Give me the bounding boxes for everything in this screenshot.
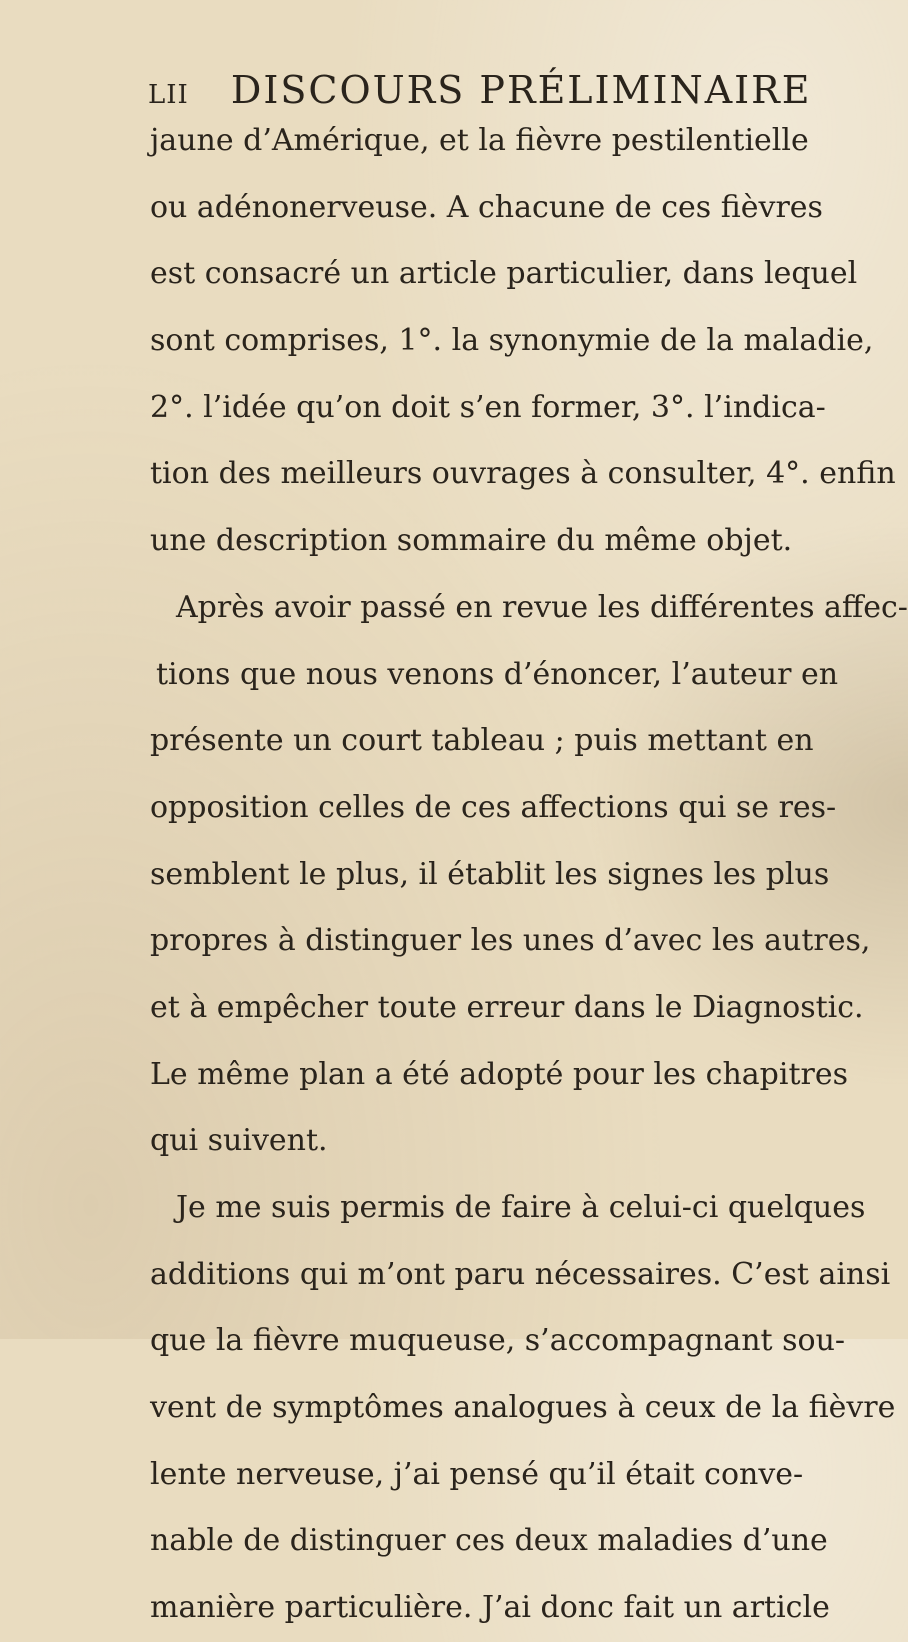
- text-line: tions que nous venons d’énoncer, l’auteur en: [156, 656, 839, 692]
- text-line: une description sommaire du même objet.: [150, 523, 793, 559]
- text-line: et à empêcher toute erreur dans le Diagnostic.: [150, 989, 864, 1025]
- page-number: LII: [148, 80, 189, 110]
- text-line: additions qui m’ont paru nécessaires. C’est ainsi: [150, 1256, 891, 1292]
- text-line: Après avoir passé en revue les différentes affec-: [176, 589, 908, 625]
- text-line: Je me suis permis de faire à celui-ci quelques: [176, 1190, 866, 1225]
- text-line: ou adénonerveuse. A chacune de ces fièvres: [150, 189, 823, 225]
- text-line: tion des meilleurs ouvrages à consulter, 4°. enfin: [150, 456, 896, 492]
- text-line: lente nerveuse, j’ai pensé qu’il était conve-: [150, 1456, 804, 1492]
- text-line: nable de distinguer ces deux maladies d’une: [150, 1523, 828, 1559]
- text-line: qui suivent.: [150, 1123, 328, 1159]
- text-line: Le même plan a été adopté pour les chapitres: [150, 1056, 849, 1092]
- text-line: est consacré un article particulier, dans lequel: [150, 256, 858, 292]
- text-line: présente un court tableau ; puis mettant en: [150, 723, 814, 759]
- text-line: propres à distinguer les unes d’avec les autres,: [150, 923, 871, 959]
- text-line: vent de symptômes analogues à ceux de la fièvre: [150, 1390, 896, 1426]
- running-title: DISCOURS PRÉLIMINAIRE: [230, 68, 812, 112]
- text-line: manière particulière. J’ai donc fait un article: [150, 1590, 830, 1626]
- text-line: semblent le plus, il établit les signes les plus: [150, 856, 830, 892]
- body-text: [150, 108, 908, 1642]
- text-line: sont comprises, 1°. la synonymie de la maladie,: [150, 323, 874, 359]
- text-line: opposition celles de ces affections qui se res-: [150, 789, 837, 825]
- text-line: que la fièvre muqueuse, s’accompagnant sou-: [150, 1323, 846, 1359]
- text-line: jaune d’Amérique, et la fièvre pestilentielle: [150, 123, 809, 158]
- text-line: 2°. l’idée qu’on doit s’en former, 3°. l’indica-: [150, 389, 826, 425]
